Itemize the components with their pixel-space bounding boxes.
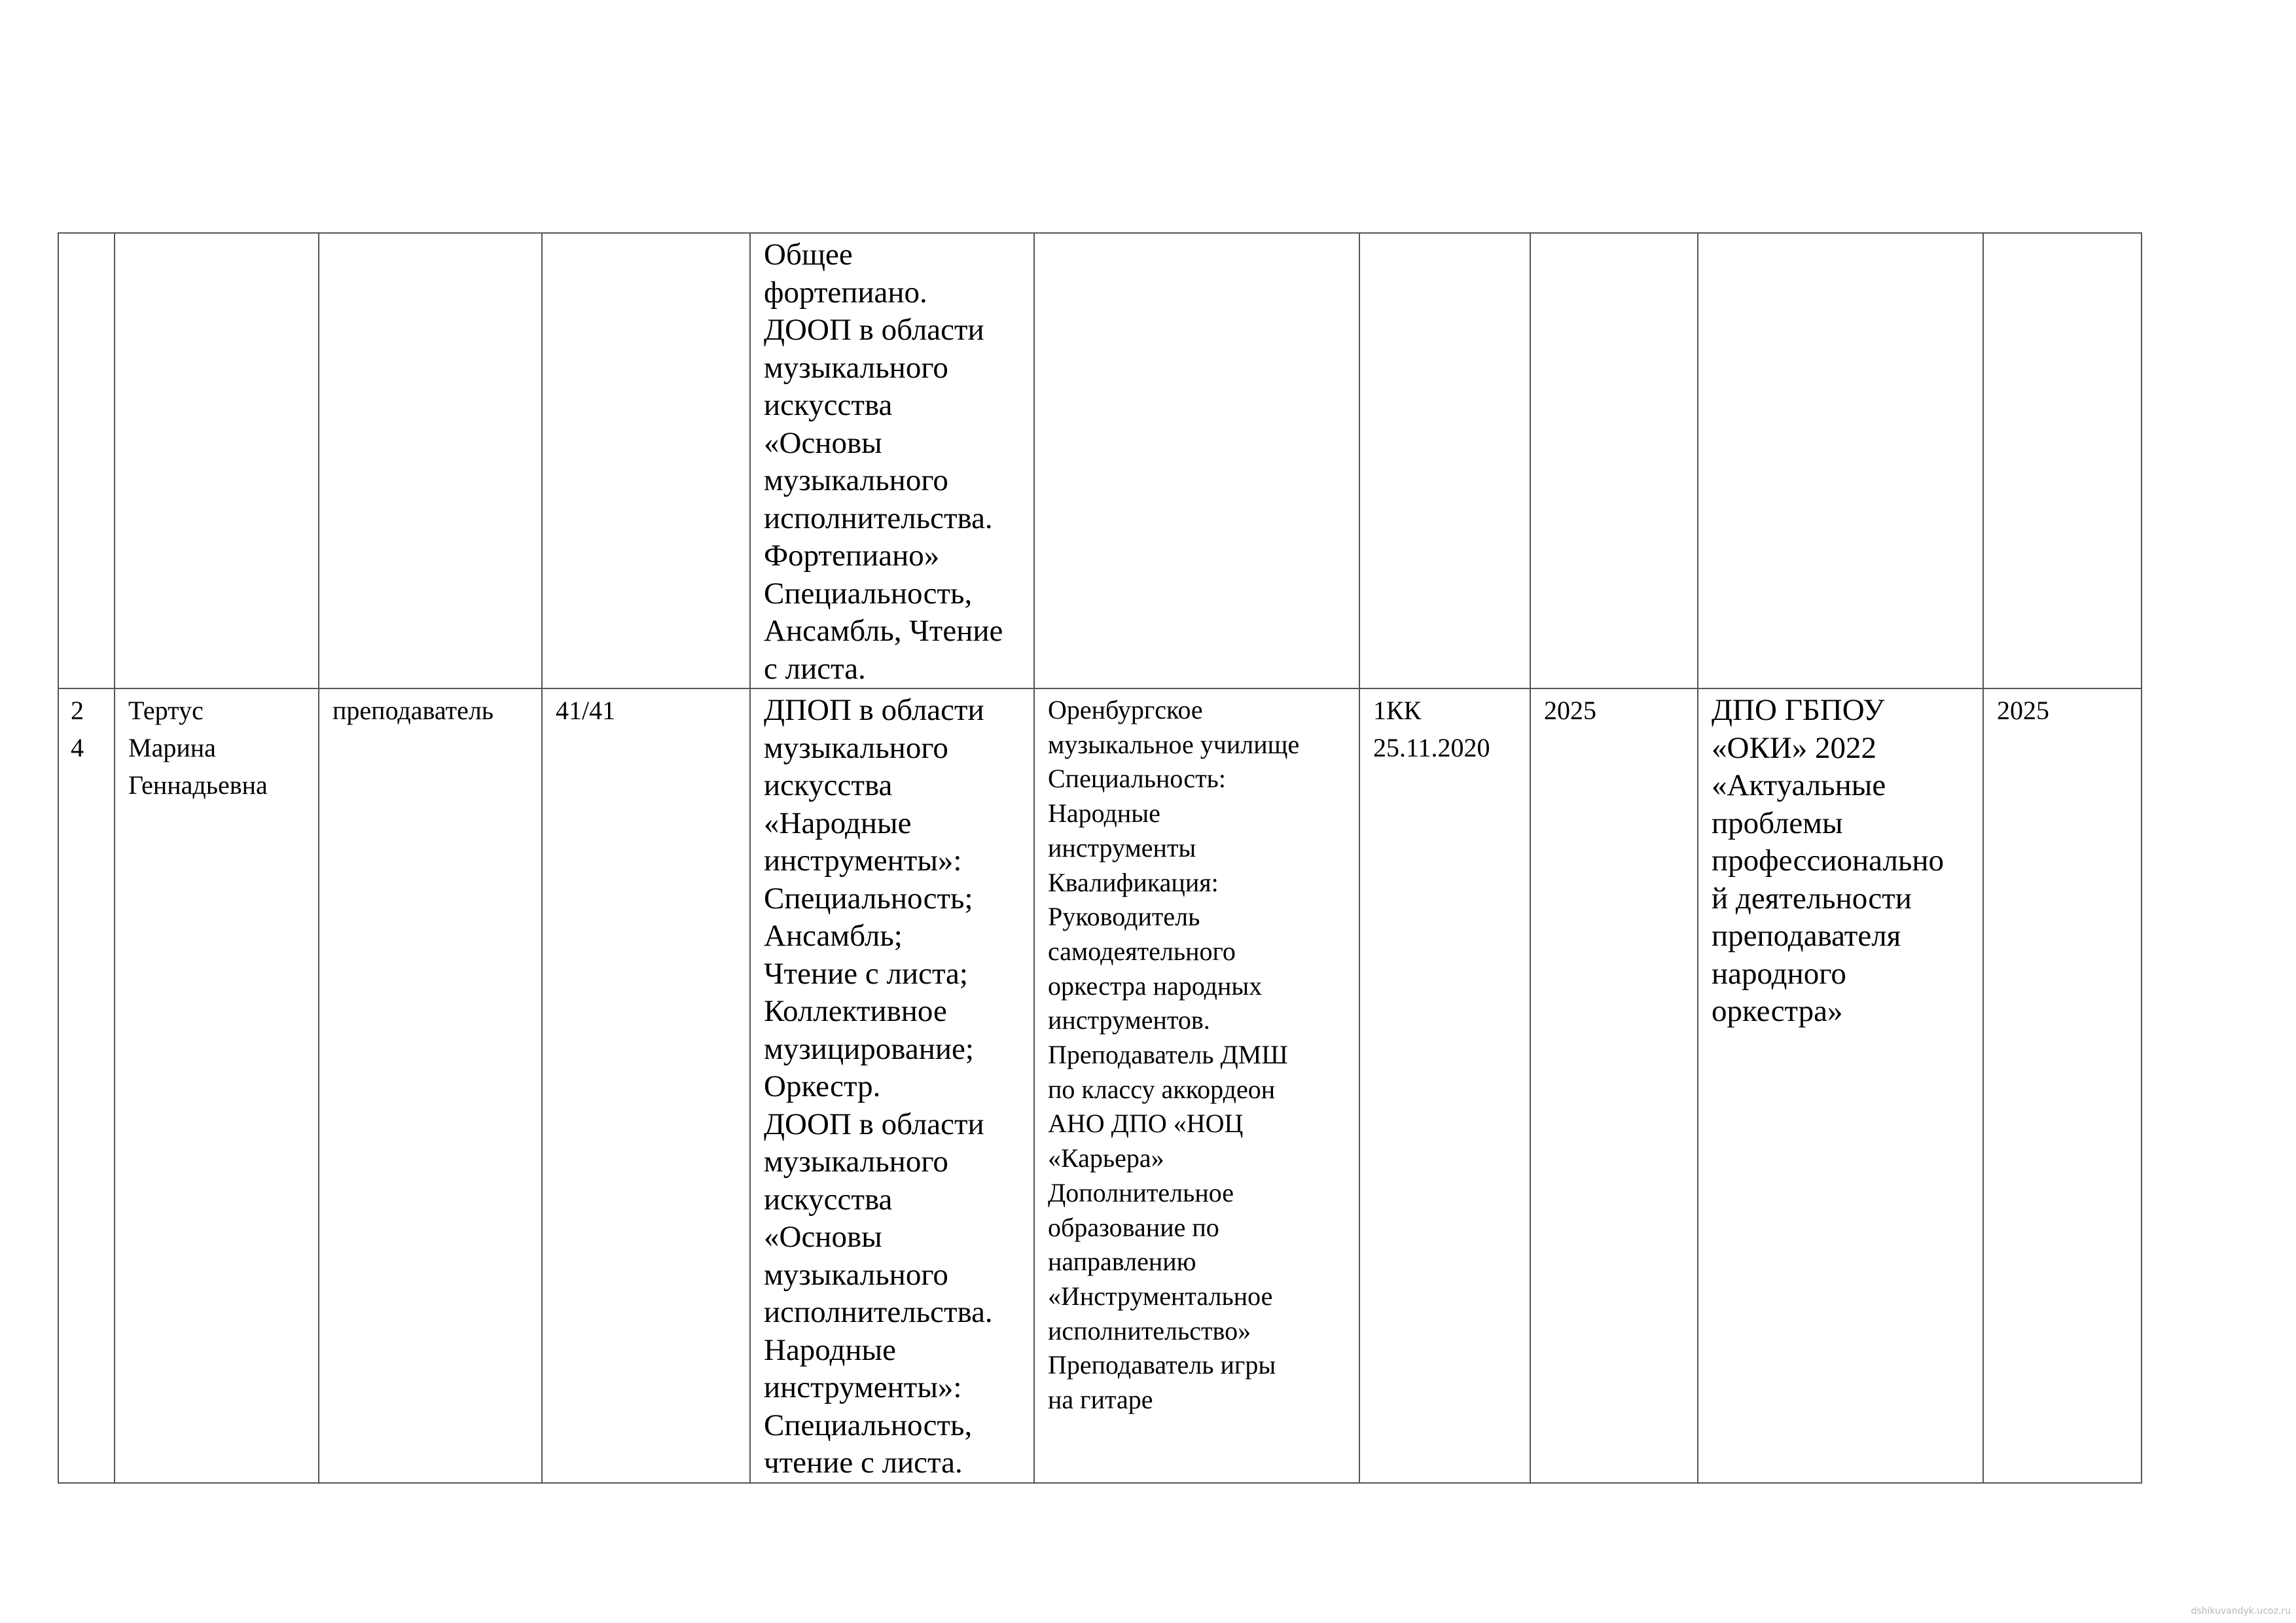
programs-cell: ДПОП в области музыкального искусства «Народные инструменты»: Специальность; Ансамбль; Чтение с листа; Коллективное музицирование; Оркестр. ДООП в области музыкального искусства «Основы музыкального исполнительства. Народные инструменты»: Специальность, чтение с листа.	[750, 688, 1034, 1483]
position-cell: преподаватель	[319, 688, 542, 1483]
training-cell: ДПО ГБПОУ «ОКИ» 2022 «Актуальные проблемы профессионально й деятельности преподавателя народного оркестра»	[1698, 688, 1983, 1483]
training-due-cell: 2025	[1983, 688, 2142, 1483]
programs-cell: Общее фортепиано. ДООП в области музыкального искусства «Основы музыкального исполнительства. Фортепиано» Специальность, Ансамбль, Чтение с листа.	[750, 233, 1034, 688]
education-cell: Оренбургское музыкальное училище Специальность: Народные инструменты Квалификация: Руководитель самодеятельного оркестра народных инструментов. Преподаватель ДМШ по классу аккордеон АНО ДПО «НОЦ «Карьера» Дополнительное образование по направлению «Инструментальное исполнительство» Преподаватель игры на гитаре	[1034, 688, 1359, 1483]
row-number-cell	[58, 233, 115, 688]
training-due-cell	[1983, 233, 2142, 688]
category-cell	[1359, 233, 1530, 688]
teacher-name-cell	[115, 233, 319, 688]
training-cell	[1698, 233, 1983, 688]
category-due-cell: 2025	[1530, 688, 1698, 1483]
position-cell	[319, 233, 542, 688]
experience-cell: 41/41	[542, 688, 750, 1483]
experience-cell	[542, 233, 750, 688]
table-row	[58, 233, 2142, 688]
category-due-cell	[1530, 233, 1698, 688]
education-cell	[1034, 233, 1359, 688]
staff-table	[58, 232, 2142, 1484]
row-number-cell: 2 4	[58, 688, 115, 1483]
watermark: dshikuvandyk.ucoz.ru	[2191, 1606, 2291, 1616]
teacher-name-cell: Тертус Марина Геннадьевна	[115, 688, 319, 1483]
table-row	[58, 688, 2142, 1483]
category-cell: 1КК 25.11.2020	[1359, 688, 1530, 1483]
